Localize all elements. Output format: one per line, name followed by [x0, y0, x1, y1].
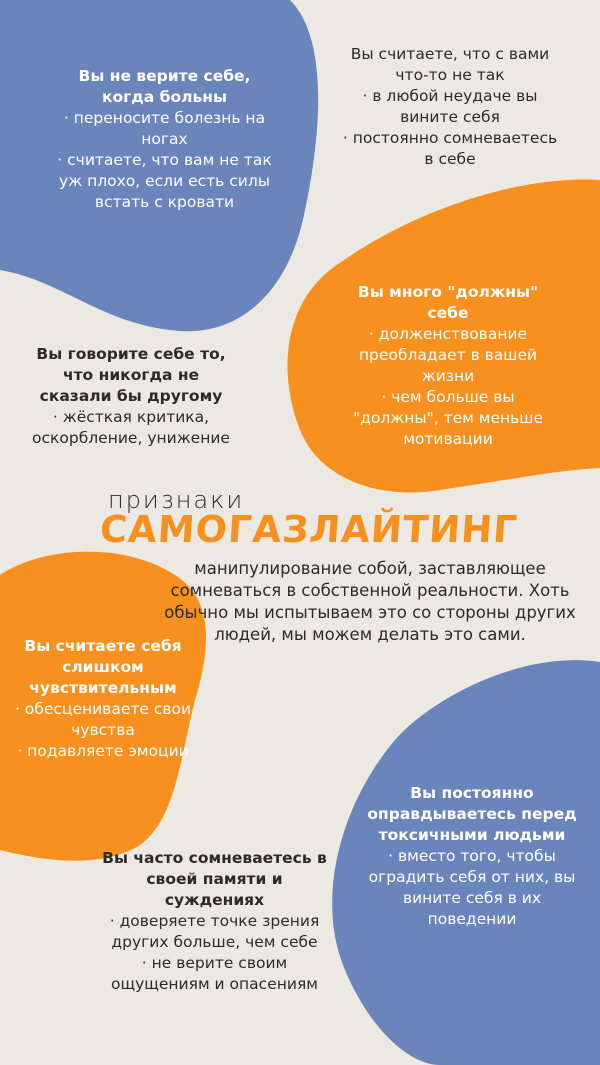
page-title: САМОГАЗЛАЙТИНГ: [98, 508, 520, 551]
sign-bullet: · вместо того, чтобы оградить себя от них, вы вините себя в их поведении: [368, 847, 576, 928]
sign-card-3: [338, 282, 558, 450]
sign-bullet: · жёсткая критика, оскорбление, унижение: [32, 408, 230, 447]
sign-bullet: · обесцениваете свои чувства: [14, 700, 192, 739]
sign-bullet: · чем больше вы "должны", тем меньше мотивации: [353, 388, 543, 448]
sign-bullet: · подавляете эмоции: [17, 742, 189, 760]
sign-card-4: [26, 344, 236, 449]
sign-card-6: [362, 783, 582, 930]
sign-card-1: [52, 66, 277, 213]
sign-bullet: · постоянно сомневаетесь в себе: [342, 129, 558, 168]
sign-title: Вы много "должны" себе: [357, 283, 539, 322]
sign-bullet: · доверяете точке зрения других больше, чем себе: [109, 912, 320, 951]
sign-title: Вы считаете, что с вами что-то не так: [350, 45, 550, 84]
sign-title: Вы не верите себе, когда больны: [78, 67, 251, 106]
sign-title: Вы говорите себе то, что никогда не сказали бы другому: [36, 345, 226, 405]
sign-card-2: [340, 44, 560, 170]
sign-title: Вы часто сомневаетесь в своей памяти и суждениях: [102, 849, 327, 909]
subtitle: признаки: [108, 486, 245, 514]
sign-card-7: [102, 848, 327, 995]
sign-bullet: · не верите своим ощущениям и опасениям: [111, 954, 318, 993]
sign-bullet: · долженствование преобладает в вашей жизни: [358, 325, 538, 385]
sign-bullet: · в любой неудаче вы вините себя: [362, 87, 538, 126]
sign-card-5: [8, 636, 198, 762]
sign-title: Вы считаете себя слишком чувствительным: [24, 637, 182, 697]
definition-text: манипулирование собой, заставляющее сомневаться в собственной реальности. Хоть обычно мы испытываем это со стороны других людей, мы можем делать это сами.: [164, 559, 576, 644]
sign-bullet: · считаете, что вам не так уж плохо, если есть силы встать с кровати: [57, 151, 272, 211]
sign-bullet: · переносите болезнь на ногах: [63, 109, 266, 148]
sign-title: Вы постоянно оправдываетесь перед токсичными людьми: [367, 784, 577, 844]
